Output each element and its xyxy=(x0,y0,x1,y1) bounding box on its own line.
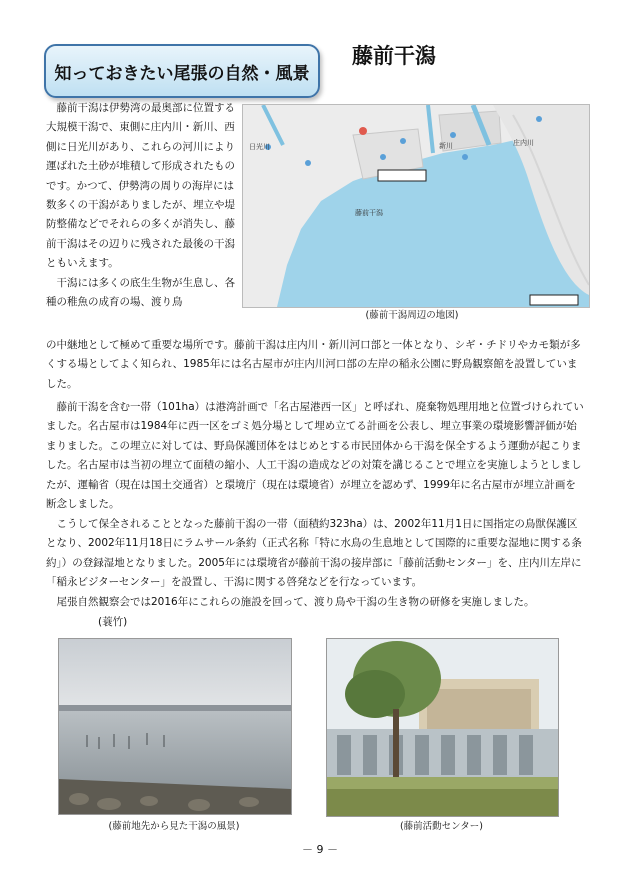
paragraph-5: 尾張自然観察会では2016年にこれらの施設を回って、渡り鳥や干潟の生き物の研修を実施しました。 xyxy=(56,596,535,608)
page-title: 藤前干潟 xyxy=(352,43,436,68)
area-map xyxy=(242,104,590,308)
activity-center-photo-caption: (藤前活動センター) xyxy=(399,821,484,832)
section-header-badge xyxy=(44,44,320,98)
map-label-nikko: 日光川 xyxy=(249,143,270,151)
intro-paragraph: 藤前干潟は伊勢湾の最奥部に位置する大規模干潟で、東側に庄内川・新川、西側に日光川があり、これらの河川により運ばれた土砂が堆積して形成されたものです。かつて、伊勢湾の周りの海岸には数多くの干潟がありましたが、埋立や堤防整備などでそれらの多くが消失し、藤前干潟はその辺りに残された最後の干潟ともいえます。 干潟には多くの底生生物が生息し、各種の稚魚の成育の場、渡り鳥 xyxy=(46,102,235,309)
activity-center-photo xyxy=(326,638,559,817)
paragraph-2: の中継地として極めて重要な場所です。藤前干潟は庄内川・新川河口部と一体となり、シギ・チドリやカモ類が多くする場としてよく知られ、1985年には名古屋市が庄内川河口部の左岸の稲永公園に野鳥観察館を設置していました。 xyxy=(46,339,581,390)
section-header-label: 知っておきたい尾張の自然・風景 xyxy=(54,63,310,84)
paragraph-3: 藤前干潟を含む一帯（101ha）は港湾計画で「名古屋港西一区」と呼ばれ、廃棄物処理用地と位置づけられていました。名古屋市は1984年に西一区をゴミ処分場として埋め立てる計画を公表し、埋立事業の環境影響評価が始まりました。この埋立に対しては、野鳥保護団体をはじめとする市民団体から干潟を保全するよう運動が起こりました。名古屋市は当初の埋立て面積の縮小、人工干潟の造成などの対策を講じることで埋立を実施しようとしましたが、運輸省（現在は国土交通省）と環境庁（現在は環境省）が埋立を認めず、1999年に名古屋市が埋立計画を断念しました。 xyxy=(46,401,584,511)
map-label-flat: 藤前干潟 xyxy=(355,209,383,217)
map-label-shinkawa: 新川 xyxy=(439,142,453,150)
author-credit: (蓑竹) xyxy=(98,616,128,628)
map-label-shonai: 庄内川 xyxy=(513,139,534,147)
page-number: － 9 － xyxy=(302,843,338,856)
map-caption: (藤前干潟周辺の地図) xyxy=(365,310,459,321)
tidal-flat-photo-caption: (藤前地先から見た干潟の風景) xyxy=(108,821,240,832)
paragraph-4: こうして保全されることとなった藤前干潟の一帯（面積約323ha）は、2002年11月1日に国指定の鳥獣保護区となり、2002年11月18日にラムサール条約（正式名称「特に水鳥の生息地として国際的に重要な湿地に関する条約」）の登録湿地となりました。2005年には環境省が藤前干潟の接岸部に「藤前活動センター」を、庄内川左岸に「稲永ビジターセンター」を設置し、干潟に関する啓発などを行なっています。 xyxy=(46,518,582,589)
map-graphic xyxy=(243,105,589,307)
tidal-flat-photo xyxy=(58,638,292,815)
